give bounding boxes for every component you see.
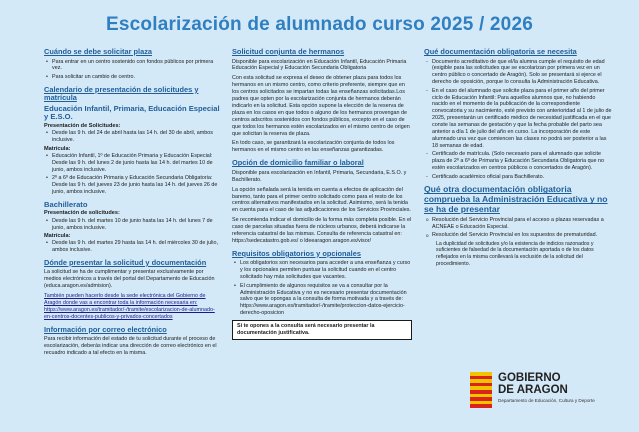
duplicity-paragraph: La duplicidad de solicitudes y/o la existencia de indicios razonados y suficientes de falsedad de la documentación aportada o de los datos reflejados en la misma conllevará la exclusión de la solicitud del procedimiento. <box>436 240 594 267</box>
list-item: - En el caso del alumnado que solicite plaza para el primer año del primer ciclo de Educación Infantil: Para aquellos alumnos que, no habiendo nacido en el momento de la publicación de la correspondiente convocatoria y su nacimiento, esté previsto con anterioridad al 1 de julio de 2025, presentarán un certificado médico de necesidad justificada en el que conste las semanas de gestación y que la fecha probable del parto sea anterior a día 1 de julio del año en curso. La incorporación de este alumnado una vez que comiencen las clases no podrá ser posterior a las 18 semanas de edad. <box>424 88 612 150</box>
joint-p1: Disponible para escolarización en Educación Infantil, Educación Primaria Educación Especial y Educación Secundaria Obligatoria <box>232 58 407 72</box>
calendar-heading: Calendario de presentación de solicitudes y matrícula <box>44 84 199 103</box>
requirements-heading: Requisitos obligatorios y opcionales <box>232 248 361 258</box>
requirements-list <box>232 260 412 317</box>
column-middle <box>232 48 412 345</box>
section-other-docs <box>424 185 612 267</box>
address-heading: Opción de domicilio familiar o laboral <box>232 158 364 168</box>
list-item: • Los obligatorios son necesarios para acceder a una enseñanza y curso y los opcionales permiten puntuar la solicitud cuando en el centro solicitado hay más solicitudes que vacantes. <box>232 260 412 281</box>
presentation-label: Presentación de Solicitudes: <box>44 123 121 130</box>
section-email <box>44 326 222 357</box>
section-joint <box>232 48 412 154</box>
enrollment-label: Matrícula: <box>44 145 71 152</box>
joint-p2: Con esta solicitud se expresa el deseo de obtener plaza para todos los hermanos en un mismo centro, como criterio preferente, siempre que en los centros solicitados se impartan todas las enseñanzas solicitadas.Los padres que opten por la escolarización conjunta de hermanos deberán indicarlo en la solicitud. Esta opción supone la elección de la reserva de plaza en los casos en que todos o alguno de los hermanos provengan de centros adscritos sostenidos con fondos públicos, excepto en el caso de que todos los hermanos estén escolarizados en el mismo centro de origen que solicitan la reserva de plaza. <box>232 75 410 137</box>
column-left <box>44 48 222 362</box>
where-heading: Dónde presentar la solicitud y documentación <box>44 257 207 267</box>
bach-presentation-list <box>44 218 222 232</box>
section-address <box>232 159 412 245</box>
aragon-flag-icon <box>470 372 492 408</box>
presentation-list <box>44 130 222 144</box>
logo-line-2: DE ARAGON <box>498 384 568 397</box>
other-docs-list <box>424 217 612 239</box>
section-where <box>44 259 222 321</box>
section-requirements <box>232 250 412 340</box>
docs-heading: Qué documentación obligatoria se necesita <box>424 47 577 56</box>
bachillerato-heading: Bachillerato <box>44 199 88 209</box>
bach-presentation-label: Presentación de solicitudes: <box>44 210 120 217</box>
bach-enrollment-list <box>44 240 222 254</box>
where-paragraph: La solicitud se ha de cumplimentar y presentar exclusivamente por medios electrónicos a través del portal del Departamento de Educación (educa.aragon.es/admision). <box>44 269 215 290</box>
list-item: • El cumplimiento de algunos requisitos se va a consultar por la Administración Educativa y no es necesario presentar documentación salvo que te opongas a la consulta de forma motivada y a través de: https://www.aragon.es/tramitador/-/tramite/proteccion-datos-ejercicio-derecho-oposicion <box>232 283 412 318</box>
opposition-note: Si te opones a la consulta será necesario presentar la documentación justificativa. <box>232 320 412 340</box>
joint-p3: En todo caso, se garantizará la escolarización conjunta de todos los hermanos en el mismo centro en las enseñanzas garantizadas. <box>232 140 395 154</box>
section-calendar <box>44 86 222 196</box>
bach-enrollment-label: Matrícula: <box>44 232 71 239</box>
list-item: - Documento acreditativo de que el/la alumna cumple el requisito de edad (exigible para las solicitudes que se escolarizan por primera vez en un centro público o concertado de Aragón). Solo se presentará si ejerce el derecho de oposición, porque lo consulta la Administración Educativa. <box>424 59 612 87</box>
list-item: • Desde las 9 h. del martes 10 de junio hasta las 14 h. del lunes 7 de junio, ambos inclusive. <box>44 218 222 232</box>
calendar-subheading: Educación Infantil, Primaria, Educación Especial y E.S.O. <box>44 103 220 122</box>
docs-list <box>424 59 612 181</box>
list-item: • Educación Infantil, 1º de Educación Primaria y Educación Especial: Desde las 9 h. del lunes 2 de junio hasta las 14 h. del martes 10 de junio, ambos inclusive. <box>44 153 222 174</box>
column-right <box>424 48 612 272</box>
logo-text <box>498 372 595 404</box>
section-when <box>44 48 222 81</box>
other-docs-heading: Qué otra documentación obligatoria comprueba la Administración Educativa y no se ha de presentar <box>424 184 608 215</box>
list-item: • Desde las 9 h. del martes 29 hasta las 14 h. del miércoles 30 de julio, ambos inclusive. <box>44 240 222 254</box>
section-bachillerato <box>44 201 222 254</box>
address-p2: La opción señalada será la tenida en cuenta a efectos de aplicación del baremo, tanto para el primer centro solicitado como para el resto de los centros alternativos manifestados en la solicitud. Asimismo, será la tenida en cuenta para el caso de las adjudicaciones de los Servicios Provinciales. <box>232 186 411 214</box>
list-item: o Resolución del Servicio Provincial para el acceso a plazas reservadas a ACNEAE o Educación Especial. <box>424 217 612 231</box>
sede-electronica-link[interactable]: También pueden hacerlo desde la sede electrónica del Gobierno de Aragón donde vas a encontrar toda la información necesaria en: https://www.aragon.es/tramitador/-/tramite/escolarizacion-de-alumnado-en-centros-docentes-publicos-y-privados-concertados <box>44 293 215 320</box>
list-item: • Para solicitar un cambio de centro. <box>44 74 222 81</box>
joint-heading: Solicitud conjunta de hermanos <box>232 47 345 56</box>
when-heading: Cuándo se debe solicitar plaza <box>44 47 153 56</box>
section-docs <box>424 48 612 180</box>
list-item: - Certificado académico oficial para Bachillerato. <box>424 174 612 181</box>
list-item: • Para entrar en un centro sostenido con fondos públicos por primera vez. <box>44 59 222 73</box>
email-paragraph: Para recibir información del estado de tu solicitud durante el proceso de escolarización, deberás indicar una dirección de correo electrónico en el recuadro indicado a tal efecto en la misma. <box>44 336 217 357</box>
page-title: Escolarización de alumnado curso 2025 / 2026 <box>106 14 533 35</box>
when-list <box>44 59 222 81</box>
list-item: o Resolución del Servicio Provincial en los supuestos de prematuridad. <box>424 232 612 239</box>
logo-line-1: GOBIERNO <box>498 372 561 384</box>
list-item: • Desde las 9 h. del 24 de abril hasta las 14 h. del 30 de abril, ambos inclusive. <box>44 130 222 144</box>
enrollment-list <box>44 153 222 196</box>
list-item: - Certificado de matrícula. (Solo necesario para el alumnado que solicite plaza de 2º a 6º de Primaria y Educación Secundaria Obligatoria que no estén escolarizados en centros públicos o concertados de Aragón). <box>424 151 612 172</box>
address-p3: Se recomienda indicar el domicilio de la forma más completa posible. En el caso de parcelas situadas fuera de núcleos urbanos, deberá indicarse la referencia catastral de las mismas. Consulta de referencia catastral en: https://sedecatastro.gob.es/ o ldeearagon.aragon.es/visor/ <box>232 217 412 244</box>
address-p1: Disponible para escolarización en Infantil, Primaria, Secundaria, E.S.O. y Bachillerato. <box>232 169 407 183</box>
logo-department: Departamento de Educación, Cultura y Deporte <box>498 398 595 404</box>
email-heading: Información por correo electrónico <box>44 324 167 334</box>
gobierno-aragon-logo <box>470 368 610 418</box>
list-item: • 2º a 6º de Educación Primaria y Educación Secundaria Obligatoria: Desde las 9 h. del jueves 23 de junio hasta las 14 h. del jueves 26 de junio, ambos inclusive. <box>44 175 222 196</box>
